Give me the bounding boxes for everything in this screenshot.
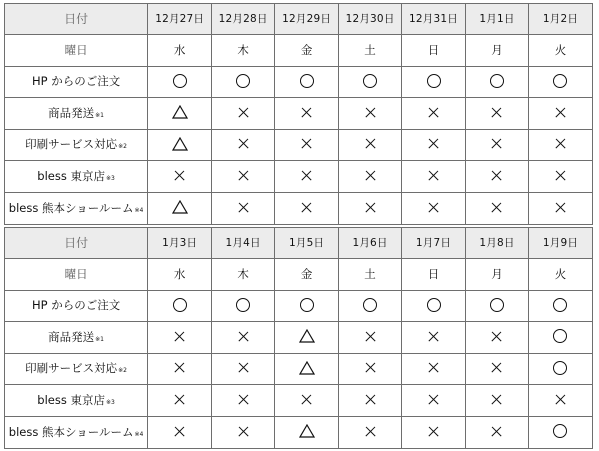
weekday-cell: 木	[212, 35, 275, 67]
availability-cell	[148, 291, 212, 322]
circle-mark-icon	[363, 74, 377, 88]
cross-mark-icon	[428, 362, 439, 373]
footnote-marker: ※2	[118, 143, 128, 151]
availability-cell	[528, 161, 592, 193]
availability-cell	[148, 193, 212, 225]
availability-cell	[212, 67, 275, 98]
service-label-cell	[5, 385, 148, 417]
availability-cell	[402, 354, 466, 385]
availability-cell	[212, 98, 275, 130]
availability-cell	[339, 161, 402, 193]
date-cell: 1月4日	[212, 228, 275, 259]
weekday-cell: 日	[402, 259, 466, 291]
availability-cell	[339, 67, 402, 98]
service-label: bless 熊本ショールーム	[8, 424, 134, 439]
footnote-marker: ※1	[95, 335, 105, 343]
availability-cell	[212, 130, 275, 161]
cross-mark-icon	[174, 331, 185, 342]
availability-cell	[212, 385, 275, 417]
service-row	[5, 193, 593, 225]
triangle-mark-icon	[172, 200, 188, 214]
cross-mark-icon	[365, 362, 376, 373]
availability-cell	[148, 385, 212, 417]
cross-mark-icon	[491, 170, 502, 181]
availability-cell	[339, 417, 402, 449]
availability-cell	[339, 291, 402, 322]
availability-cell	[402, 193, 466, 225]
cross-mark-icon	[365, 170, 376, 181]
date-cell: 1月3日	[148, 228, 212, 259]
availability-cell	[148, 354, 212, 385]
availability-cell	[528, 98, 592, 130]
availability-cell	[466, 291, 529, 322]
circle-mark-icon	[300, 74, 314, 88]
availability-cell	[339, 130, 402, 161]
weekday-cell: 火	[528, 259, 592, 291]
weekday-row-label: 曜日	[5, 259, 148, 291]
cross-mark-icon	[365, 331, 376, 342]
cross-mark-icon	[365, 394, 376, 405]
availability-cell	[466, 354, 529, 385]
availability-cell	[148, 161, 212, 193]
availability-cell	[212, 161, 275, 193]
service-label: HP からのご注文	[31, 74, 121, 89]
cross-mark-icon	[365, 107, 376, 118]
availability-cell	[275, 354, 339, 385]
service-label: bless 東京店	[37, 168, 106, 183]
cross-mark-icon	[555, 138, 566, 149]
availability-cell	[275, 193, 339, 225]
cross-mark-icon	[301, 170, 312, 181]
triangle-mark-icon	[299, 424, 315, 438]
triangle-mark-icon	[299, 361, 315, 375]
cross-mark-icon	[238, 362, 249, 373]
availability-cell	[148, 67, 212, 98]
availability-cell	[212, 193, 275, 225]
availability-cell	[466, 193, 529, 225]
service-label-cell	[5, 130, 148, 161]
availability-cell	[528, 291, 592, 322]
availability-cell	[402, 385, 466, 417]
weekday-cell: 土	[339, 259, 402, 291]
cross-mark-icon	[491, 362, 502, 373]
service-label-cell	[5, 193, 148, 225]
cross-mark-icon	[301, 138, 312, 149]
service-label: 印刷サービス対応	[25, 361, 118, 376]
circle-mark-icon	[236, 298, 250, 312]
date-row	[5, 4, 593, 35]
cross-mark-icon	[491, 202, 502, 213]
availability-cell	[212, 291, 275, 322]
cross-mark-icon	[238, 426, 249, 437]
weekday-row-label: 曜日	[5, 35, 148, 67]
availability-cell	[148, 417, 212, 449]
availability-cell	[275, 130, 339, 161]
availability-cell	[466, 130, 529, 161]
availability-cell	[466, 67, 529, 98]
circle-mark-icon	[553, 298, 567, 312]
availability-cell	[466, 161, 529, 193]
availability-cell	[212, 417, 275, 449]
cross-mark-icon	[491, 107, 502, 118]
availability-cell	[148, 322, 212, 354]
cross-mark-icon	[428, 202, 439, 213]
cross-mark-icon	[301, 394, 312, 405]
availability-cell	[466, 98, 529, 130]
availability-cell	[528, 385, 592, 417]
availability-cell	[275, 417, 339, 449]
service-label-cell	[5, 354, 148, 385]
availability-cell	[339, 98, 402, 130]
footnote-marker: ※4	[134, 206, 144, 214]
service-row	[5, 98, 593, 130]
cross-mark-icon	[555, 394, 566, 405]
availability-cell	[339, 385, 402, 417]
cross-mark-icon	[238, 107, 249, 118]
cross-mark-icon	[238, 138, 249, 149]
service-row	[5, 130, 593, 161]
service-label: bless 東京店	[37, 392, 106, 407]
date-row-label: 日付	[5, 4, 148, 35]
availability-cell	[528, 130, 592, 161]
availability-cell	[402, 161, 466, 193]
cross-mark-icon	[428, 426, 439, 437]
availability-cell	[212, 322, 275, 354]
circle-mark-icon	[553, 74, 567, 88]
weekday-cell: 金	[275, 35, 339, 67]
date-cell: 1月8日	[466, 228, 529, 259]
circle-mark-icon	[363, 298, 377, 312]
date-cell: 12月30日	[339, 4, 402, 35]
availability-cell	[528, 193, 592, 225]
weekday-cell: 木	[212, 259, 275, 291]
weekday-row	[5, 35, 593, 67]
cross-mark-icon	[428, 394, 439, 405]
date-cell: 1月9日	[528, 228, 592, 259]
availability-cell	[148, 130, 212, 161]
availability-cell	[339, 322, 402, 354]
availability-cell	[528, 67, 592, 98]
cross-mark-icon	[238, 202, 249, 213]
cross-mark-icon	[365, 138, 376, 149]
cross-mark-icon	[238, 170, 249, 181]
service-label-cell	[5, 67, 148, 98]
date-cell: 1月5日	[275, 228, 339, 259]
cross-mark-icon	[174, 362, 185, 373]
service-label-cell	[5, 98, 148, 130]
weekday-cell: 水	[148, 259, 212, 291]
date-row	[5, 228, 593, 259]
service-label-cell	[5, 322, 148, 354]
weekday-cell: 火	[528, 35, 592, 67]
footnote-marker: ※2	[118, 367, 128, 375]
service-row	[5, 354, 593, 385]
date-cell: 12月29日	[275, 4, 339, 35]
footnote-marker: ※3	[106, 174, 115, 182]
circle-mark-icon	[427, 74, 441, 88]
service-label: bless 熊本ショールーム	[8, 200, 134, 215]
date-cell: 12月31日	[402, 4, 466, 35]
cross-mark-icon	[174, 426, 185, 437]
circle-mark-icon	[173, 298, 187, 312]
service-row	[5, 161, 593, 193]
service-label-cell	[5, 417, 148, 449]
cross-mark-icon	[428, 331, 439, 342]
service-label: 商品発送	[48, 105, 95, 120]
cross-mark-icon	[491, 331, 502, 342]
date-row-label: 日付	[5, 228, 148, 259]
date-cell: 12月28日	[212, 4, 275, 35]
footnote-marker: ※3	[106, 398, 115, 406]
circle-mark-icon	[490, 74, 504, 88]
triangle-mark-icon	[172, 105, 188, 119]
circle-mark-icon	[553, 424, 567, 438]
weekday-cell: 日	[402, 35, 466, 67]
cross-mark-icon	[365, 426, 376, 437]
service-row	[5, 417, 593, 449]
cross-mark-icon	[174, 394, 185, 405]
triangle-mark-icon	[172, 137, 188, 151]
circle-mark-icon	[490, 298, 504, 312]
availability-cell	[275, 385, 339, 417]
cross-mark-icon	[491, 426, 502, 437]
availability-cell	[402, 67, 466, 98]
date-cell: 12月27日	[148, 4, 212, 35]
weekday-cell: 水	[148, 35, 212, 67]
service-label: 商品発送	[48, 329, 95, 344]
date-cell: 1月6日	[339, 228, 402, 259]
schedule-table-2	[4, 227, 593, 449]
triangle-mark-icon	[299, 329, 315, 343]
weekday-cell: 月	[466, 35, 529, 67]
availability-cell	[339, 354, 402, 385]
cross-mark-icon	[428, 138, 439, 149]
weekday-cell: 金	[275, 259, 339, 291]
availability-cell	[275, 291, 339, 322]
circle-mark-icon	[553, 361, 567, 375]
cross-mark-icon	[174, 170, 185, 181]
circle-mark-icon	[427, 298, 441, 312]
availability-cell	[466, 385, 529, 417]
availability-cell	[466, 417, 529, 449]
availability-cell	[339, 193, 402, 225]
circle-mark-icon	[236, 74, 250, 88]
cross-mark-icon	[365, 202, 376, 213]
weekday-cell: 月	[466, 259, 529, 291]
availability-cell	[275, 161, 339, 193]
availability-cell	[275, 98, 339, 130]
availability-cell	[148, 98, 212, 130]
service-row	[5, 322, 593, 354]
availability-cell	[402, 130, 466, 161]
cross-mark-icon	[301, 107, 312, 118]
weekday-cell: 土	[339, 35, 402, 67]
date-cell: 1月2日	[528, 4, 592, 35]
cross-mark-icon	[238, 394, 249, 405]
circle-mark-icon	[300, 298, 314, 312]
date-cell: 1月7日	[402, 228, 466, 259]
cross-mark-icon	[555, 107, 566, 118]
availability-cell	[466, 322, 529, 354]
availability-cell	[275, 67, 339, 98]
availability-cell	[528, 322, 592, 354]
availability-cell	[528, 354, 592, 385]
date-cell: 1月1日	[466, 4, 529, 35]
circle-mark-icon	[553, 329, 567, 343]
footnote-marker: ※4	[134, 430, 144, 438]
service-row	[5, 67, 593, 98]
service-label: 印刷サービス対応	[25, 137, 118, 152]
availability-cell	[212, 354, 275, 385]
cross-mark-icon	[428, 170, 439, 181]
cross-mark-icon	[491, 394, 502, 405]
service-label: HP からのご注文	[31, 298, 121, 313]
availability-cell	[402, 291, 466, 322]
weekday-row	[5, 259, 593, 291]
cross-mark-icon	[238, 331, 249, 342]
service-row	[5, 385, 593, 417]
cross-mark-icon	[555, 170, 566, 181]
cross-mark-icon	[555, 202, 566, 213]
availability-cell	[402, 322, 466, 354]
availability-cell	[528, 417, 592, 449]
service-row	[5, 291, 593, 322]
availability-cell	[402, 98, 466, 130]
schedule-table-1	[4, 3, 593, 225]
cross-mark-icon	[428, 107, 439, 118]
footnote-marker: ※1	[95, 111, 105, 119]
availability-cell	[275, 322, 339, 354]
cross-mark-icon	[301, 202, 312, 213]
cross-mark-icon	[491, 138, 502, 149]
service-label-cell	[5, 291, 148, 322]
service-label-cell	[5, 161, 148, 193]
circle-mark-icon	[173, 74, 187, 88]
availability-cell	[402, 417, 466, 449]
